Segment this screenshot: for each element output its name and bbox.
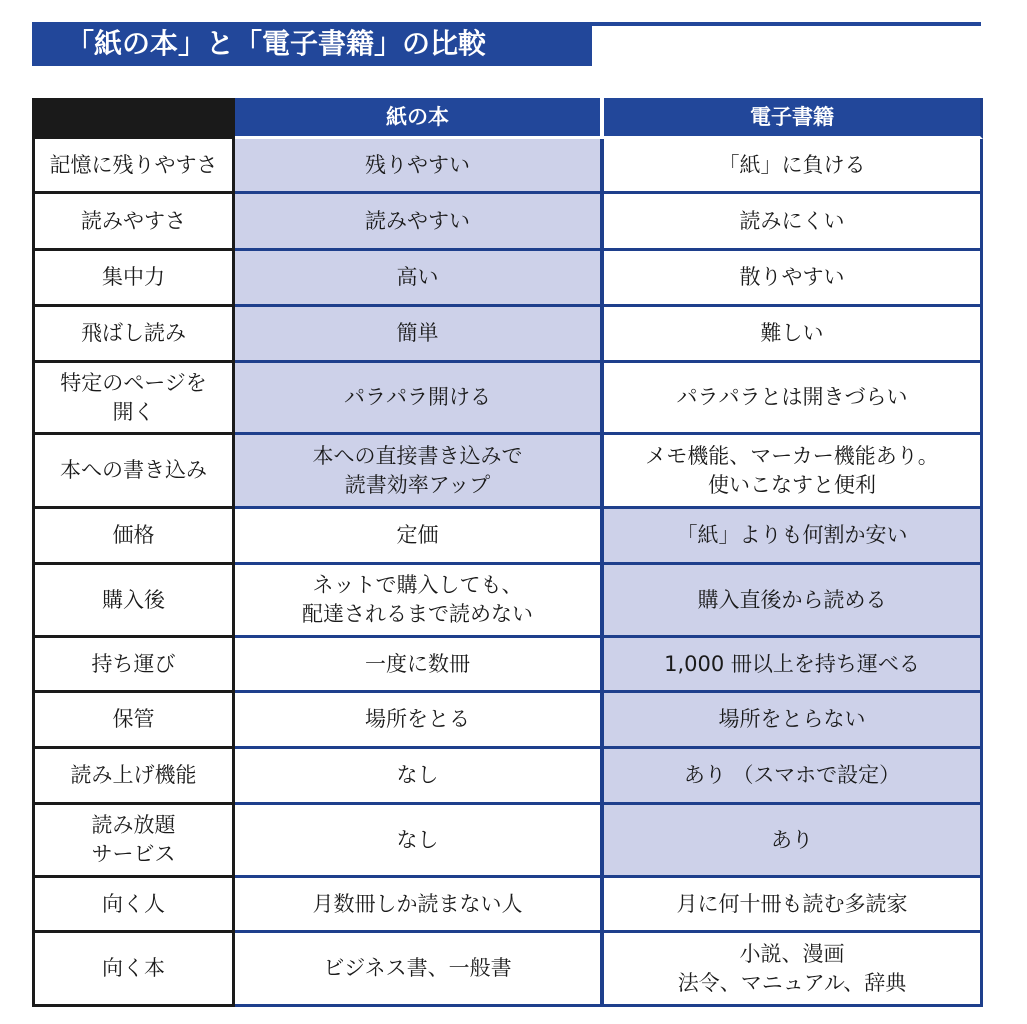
- row-label: [32, 805, 235, 878]
- ebook-cell-text: 場所をとらない: [718, 707, 866, 731]
- row-label: [32, 251, 235, 307]
- ebook-cell: [604, 435, 983, 509]
- paper-book-cell-text: 月数冊しか読まない人: [312, 891, 523, 916]
- table-row: [32, 194, 983, 251]
- ebook-cell-text: メモ機能、マーカー機能あり。 使いこなすと便利: [645, 443, 939, 497]
- paper-book-cell: [235, 565, 604, 638]
- row-label-text: 向く人: [102, 891, 165, 916]
- row-label-text: 特定のページを 開く: [60, 370, 207, 424]
- ebook-cell-text: 1,000 冊以上を持ち運べる: [664, 651, 920, 676]
- paper-book-cell: [235, 878, 604, 933]
- ebook-cell-text: 購入直後から読める: [697, 587, 887, 612]
- paper-book-cell-text: なし: [396, 827, 439, 852]
- paper-book-cell-text: ビジネス書、一般書: [323, 956, 512, 980]
- paper-book-cell: [235, 749, 604, 805]
- table-row: [32, 435, 983, 509]
- row-label-text: 読みやすさ: [81, 208, 186, 233]
- ebook-cell-text: 「紙」よりも何割か安い: [676, 523, 908, 547]
- table-row: [32, 638, 983, 693]
- row-label-text: 記憶に残りやすさ: [49, 152, 218, 177]
- paper-book-cell: [235, 693, 604, 749]
- paper-book-cell: [235, 435, 604, 509]
- ebook-cell-text: 月に何十冊も読む多読家: [676, 891, 908, 916]
- row-label: [32, 693, 235, 749]
- paper-book-cell-text: 簡単: [396, 321, 439, 345]
- paper-book-cell-text: パラパラ開ける: [344, 385, 491, 409]
- ebook-cell: [604, 194, 983, 251]
- table-row: [32, 565, 983, 638]
- ebook-cell: [604, 878, 983, 933]
- paper-book-cell-text: なし: [396, 763, 439, 787]
- row-label: [32, 307, 235, 363]
- ebook-cell: [604, 251, 983, 307]
- ebook-cell: [604, 139, 983, 194]
- table-row: [32, 509, 983, 565]
- ebook-cell: [604, 565, 983, 638]
- paper-book-cell-text: 高い: [396, 265, 439, 289]
- paper-book-cell-text: 読みやすい: [365, 208, 470, 233]
- row-label: [32, 509, 235, 565]
- table-row: [32, 878, 983, 933]
- paper-book-cell: [235, 307, 604, 363]
- paper-book-cell-text: 場所をとる: [365, 707, 470, 731]
- ebook-cell: [604, 509, 983, 565]
- ebook-cell: [604, 805, 983, 878]
- table-row: [32, 693, 983, 749]
- header-corner-cell: [32, 98, 235, 139]
- paper-book-cell-text: 本への直接書き込みで 読書効率アップ: [312, 443, 523, 497]
- ebook-cell-text: 難しい: [760, 321, 824, 345]
- title-bar: [32, 22, 981, 66]
- row-label-text: 向く本: [102, 956, 165, 980]
- ebook-cell-text: 読みにくい: [739, 208, 845, 233]
- header-paper-book: 紙の本: [235, 98, 604, 139]
- ebook-cell: [604, 363, 983, 435]
- comparison-table: [32, 98, 983, 1007]
- table-row: [32, 251, 983, 307]
- ebook-cell-text: あり: [771, 827, 813, 852]
- ebook-cell: [604, 638, 983, 693]
- paper-book-cell: [235, 363, 604, 435]
- header-ebook: 電子書籍: [604, 98, 983, 139]
- ebook-cell: [604, 933, 983, 1007]
- row-label: [32, 933, 235, 1007]
- row-label: [32, 194, 235, 251]
- paper-book-cell: [235, 139, 604, 194]
- row-label-text: 持ち運び: [91, 651, 176, 676]
- paper-book-cell-text: 一度に数冊: [365, 651, 470, 676]
- row-label: [32, 139, 235, 194]
- row-label-text: 読み放題 サービス: [91, 813, 176, 866]
- ebook-cell: [604, 693, 983, 749]
- table-row: [32, 749, 983, 805]
- row-label: [32, 878, 235, 933]
- paper-book-cell: [235, 933, 604, 1007]
- row-label: [32, 435, 235, 509]
- ebook-cell-text: パラパラとは開きづらい: [676, 385, 908, 409]
- row-label-text: 読み上げ機能: [70, 763, 197, 787]
- table-row: [32, 139, 983, 194]
- paper-book-cell-text: ネットで購入しても、 配達されるまで読めない: [302, 573, 533, 626]
- table-row: [32, 933, 983, 1007]
- page-title: 「紙の本」と「電子書籍」の比較: [32, 22, 592, 66]
- row-label-text: 価格: [112, 523, 155, 547]
- table-row: [32, 363, 983, 435]
- row-label-text: 飛ばし読み: [81, 321, 186, 345]
- row-label-text: 集中力: [102, 265, 165, 289]
- paper-book-cell-text: 定価: [396, 523, 439, 547]
- paper-book-cell: [235, 805, 604, 878]
- ebook-cell-text: あり （スマホで設定）: [683, 763, 901, 787]
- row-label: [32, 638, 235, 693]
- ebook-cell-text: 小説、漫画 法令、マニュアル、辞典: [677, 941, 907, 995]
- paper-book-cell-text: 残りやすい: [365, 152, 470, 177]
- row-label-text: 購入後: [102, 587, 165, 612]
- ebook-cell: [604, 749, 983, 805]
- row-label: [32, 749, 235, 805]
- paper-book-cell: [235, 194, 604, 251]
- table-body: [32, 139, 983, 1007]
- ebook-cell: [604, 307, 983, 363]
- row-label-text: 保管: [112, 707, 155, 731]
- paper-book-cell: [235, 509, 604, 565]
- table-row: [32, 805, 983, 878]
- row-label: [32, 363, 235, 435]
- table-header-row: [32, 98, 983, 139]
- paper-book-cell: [235, 251, 604, 307]
- ebook-cell-text: 「紙」に負ける: [718, 152, 866, 177]
- row-label-text: 本への書き込み: [60, 458, 207, 482]
- row-label: [32, 565, 235, 638]
- paper-book-cell: [235, 638, 604, 693]
- ebook-cell-text: 散りやすい: [739, 265, 845, 289]
- table-row: [32, 307, 983, 363]
